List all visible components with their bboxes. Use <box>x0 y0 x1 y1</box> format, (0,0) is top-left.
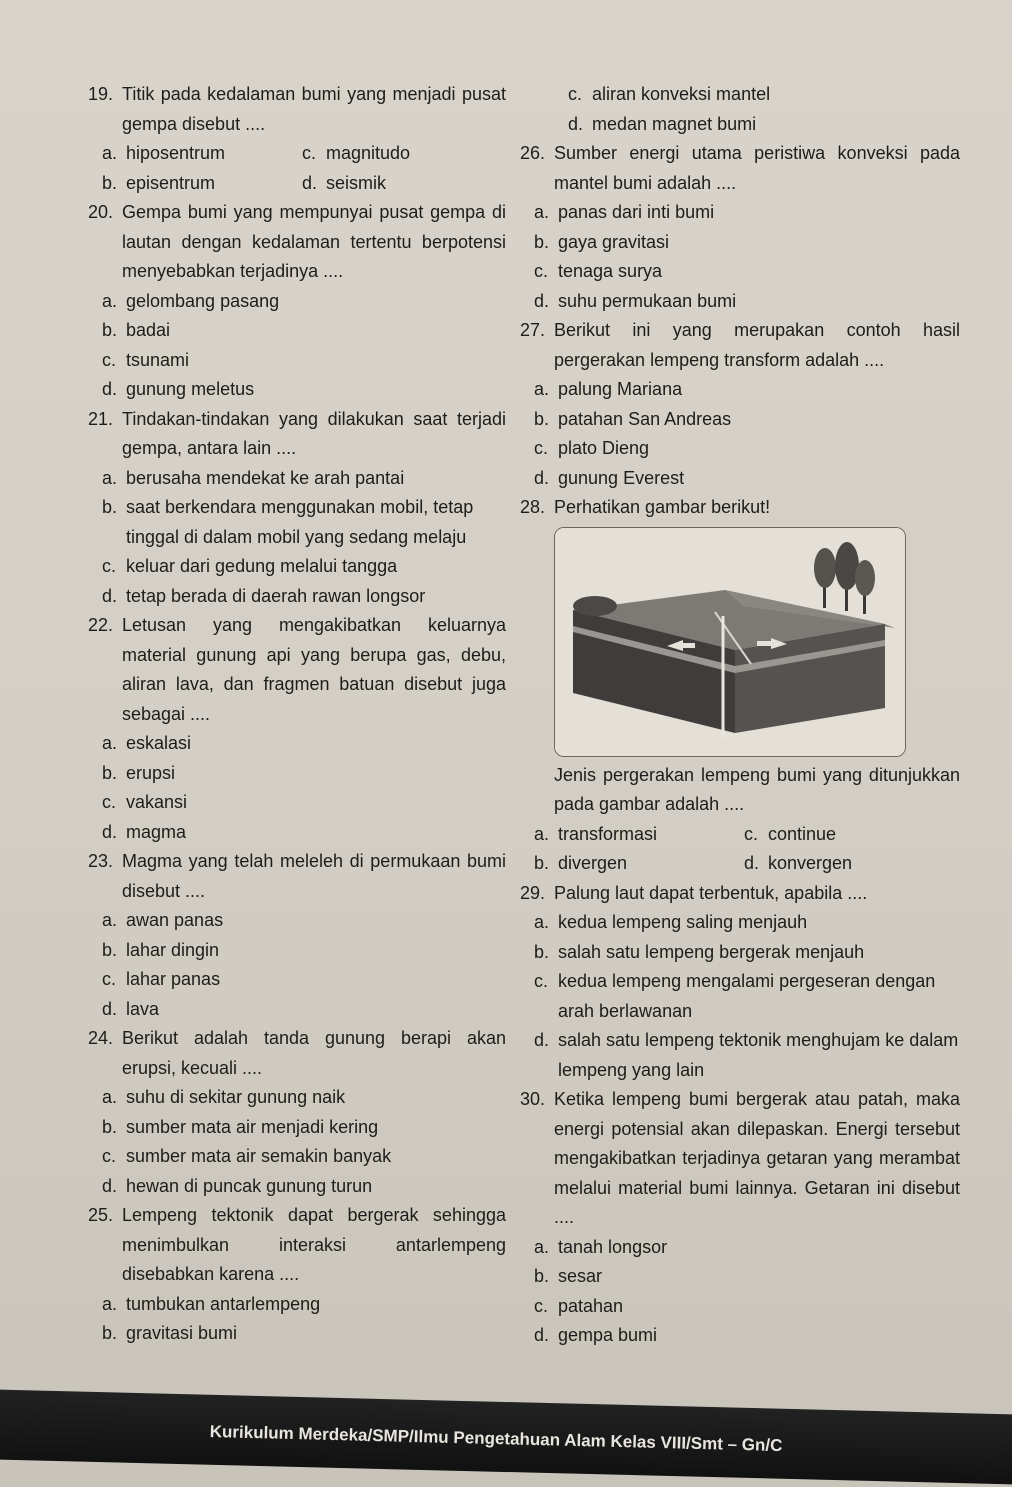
option-letter: d. <box>534 467 550 488</box>
option-letter: a. <box>534 202 550 222</box>
question-text: Magma yang telah meleleh di permukaan bumi disebut .... <box>122 851 506 901</box>
option-letter: b. <box>102 497 118 517</box>
question-25 <box>88 1201 506 1349</box>
answer-option[interactable] <box>520 198 960 228</box>
question-number: 19. <box>88 84 114 104</box>
answer-option[interactable] <box>88 1172 506 1202</box>
answer-option[interactable] <box>88 1113 506 1143</box>
answer-option[interactable] <box>88 582 506 612</box>
answer-option[interactable] <box>520 464 960 494</box>
question-number: 25. <box>88 1205 114 1225</box>
option-text: hewan di puncak gunung turun <box>126 1175 373 1196</box>
option-letter: b. <box>102 939 118 960</box>
answer-option[interactable] <box>520 257 960 287</box>
answer-option[interactable] <box>534 820 744 850</box>
answer-option[interactable] <box>520 908 960 938</box>
question-body <box>88 405 506 464</box>
option-letter: c. <box>534 971 549 991</box>
question-body <box>88 1024 506 1083</box>
option-letter: b. <box>102 762 118 783</box>
option-text: hiposentrum <box>126 143 226 163</box>
answer-option[interactable] <box>88 788 506 818</box>
option-letter: c. <box>102 969 117 989</box>
option-text: sesar <box>558 1266 603 1286</box>
option-text: awan panas <box>126 910 224 930</box>
question-body <box>520 1085 960 1233</box>
answer-option[interactable] <box>520 1026 960 1085</box>
option-letter: d. <box>568 113 584 134</box>
answer-option[interactable] <box>302 169 506 199</box>
answer-option[interactable] <box>88 1319 506 1349</box>
options-list <box>88 139 506 198</box>
option-text: divergen <box>558 853 628 873</box>
answer-option[interactable] <box>88 995 506 1025</box>
options-list <box>520 820 960 879</box>
option-text: tumbukan antarlempeng <box>126 1293 321 1314</box>
option-text: lahar panas <box>126 969 221 989</box>
answer-option[interactable] <box>520 228 960 258</box>
option-text: sumber mata air menjadi kering <box>126 1116 379 1137</box>
question-text: Sumber energi utama peristiwa konveksi pada mantel bumi adalah .... <box>554 143 960 193</box>
answer-option[interactable] <box>744 849 960 879</box>
answer-option[interactable] <box>520 1292 960 1322</box>
option-letter: d. <box>102 379 118 399</box>
answer-option[interactable] <box>102 139 302 169</box>
answer-option[interactable] <box>520 375 960 405</box>
question-text: Berikut adalah tanda gunung berapi akan erupsi, kecuali .... <box>122 1028 506 1078</box>
answer-option[interactable] <box>534 849 744 879</box>
question-body <box>88 80 506 139</box>
option-text: gunung meletus <box>126 379 255 399</box>
option-text: tenaga surya <box>558 261 663 281</box>
question-text: Palung laut dapat terbentuk, apabila .... <box>554 882 868 903</box>
option-letter: a. <box>534 1236 550 1257</box>
option-text: seismik <box>326 172 387 193</box>
option-letter: c. <box>302 143 317 163</box>
option-text: konvergen <box>768 853 853 873</box>
option-letter: a. <box>102 910 118 930</box>
option-text: panas dari inti bumi <box>558 202 715 222</box>
answer-option[interactable] <box>554 80 960 110</box>
question-body <box>520 316 960 375</box>
option-letter: a. <box>102 290 118 311</box>
answer-option[interactable] <box>520 1233 960 1263</box>
question-23 <box>88 847 506 1024</box>
option-letter: c. <box>534 438 549 458</box>
option-letter: d. <box>102 585 118 606</box>
answer-option[interactable] <box>88 759 506 789</box>
question-intro: Perhatikan gambar berikut! <box>554 497 771 517</box>
options-list <box>88 729 506 847</box>
question-30 <box>520 1085 960 1351</box>
answer-option[interactable] <box>302 139 506 169</box>
question-number: 26. <box>520 143 546 163</box>
option-text: patahan <box>558 1295 624 1316</box>
options-list <box>88 1083 506 1201</box>
option-text: lava <box>126 998 160 1019</box>
option-text: gravitasi bumi <box>126 1323 238 1343</box>
option-letter: d. <box>744 853 760 873</box>
answer-option[interactable] <box>88 375 506 405</box>
option-text: magnitudo <box>326 143 411 163</box>
option-text: badai <box>126 320 171 340</box>
answer-option[interactable] <box>88 818 506 848</box>
options-list <box>520 908 960 1085</box>
options-list <box>88 906 506 1024</box>
option-text: salah satu lempeng bergerak menjauh <box>558 941 865 962</box>
answer-option[interactable] <box>88 1142 506 1172</box>
question-26 <box>520 139 960 316</box>
option-text: tanah longsor <box>558 1236 668 1257</box>
option-text: gelombang pasang <box>126 290 280 311</box>
question-number: 30. <box>520 1089 546 1109</box>
question-body <box>88 847 506 906</box>
answer-option[interactable] <box>744 820 960 850</box>
answer-option[interactable] <box>88 464 506 494</box>
answer-option[interactable] <box>520 434 960 464</box>
option-letter: b. <box>102 172 118 193</box>
question-text: Ketika lempeng bumi bergerak atau patah, maka energi potensial akan dilepaskan. Energi tersebut mengakibatkan terjadinya getaran yang merambat melalui material bumi lainnya. Getaran ini disebut .... <box>554 1089 960 1227</box>
question-body <box>88 198 506 287</box>
answer-option[interactable] <box>88 346 506 376</box>
question-body <box>520 879 960 909</box>
options-list <box>520 1233 960 1351</box>
option-letter: a. <box>102 143 118 163</box>
option-text: suhu permukaan bumi <box>558 290 737 311</box>
option-text: tsunami <box>126 349 190 370</box>
option-letter: c. <box>102 556 117 576</box>
option-letter: d. <box>302 172 318 193</box>
option-letter: c. <box>534 1295 549 1316</box>
question-number: 24. <box>88 1028 114 1048</box>
option-letter: d. <box>534 1030 550 1050</box>
question-22 <box>88 611 506 847</box>
answer-option[interactable] <box>520 287 960 317</box>
option-text: salah satu lempeng tektonik menghujam ke dalam lempeng yang lain <box>558 1030 959 1080</box>
answer-option[interactable] <box>520 1321 960 1351</box>
option-letter: d. <box>534 290 550 311</box>
option-letter: d. <box>534 1325 550 1345</box>
question-text: Jenis pergerakan lempeng bumi yang ditunjukkan pada gambar adalah .... <box>554 764 960 814</box>
question-text: Tindakan-tindakan yang dilakukan saat terjadi gempa, antara lain .... <box>122 408 506 458</box>
question-body <box>520 493 960 523</box>
answer-option[interactable] <box>520 405 960 435</box>
question-text: Gempa bumi yang mempunyai pusat gempa di lautan dengan kedalaman tertentu berpotensi menyebabkan terjadinya .... <box>122 202 506 281</box>
options-list <box>88 1290 506 1349</box>
answer-option[interactable] <box>88 1290 506 1320</box>
figure-frame <box>554 527 906 757</box>
option-text: medan magnet bumi <box>592 113 757 134</box>
option-letter: a. <box>102 467 118 488</box>
option-text: transformasi <box>558 823 658 844</box>
option-letter: b. <box>102 1323 118 1343</box>
answer-option[interactable] <box>88 906 506 936</box>
question-27 <box>520 316 960 493</box>
question-20 <box>88 198 506 405</box>
question-number: 27. <box>520 320 546 340</box>
transform-fault-figure <box>554 527 960 757</box>
option-letter: a. <box>102 1293 118 1314</box>
answer-option[interactable] <box>520 1262 960 1292</box>
option-text: tetap berada di daerah rawan longsor <box>126 585 426 606</box>
question-text: Letusan yang mengakibatkan keluarnya material gunung api yang berupa gas, debu, aliran lava, dan fragmen batuan disebut juga sebagai .... <box>122 615 506 724</box>
answer-option[interactable] <box>88 936 506 966</box>
option-letter: b. <box>534 853 550 873</box>
option-letter: d. <box>102 821 118 842</box>
option-letter: b. <box>102 320 118 340</box>
answer-option[interactable] <box>520 967 960 1026</box>
tree-icon <box>814 548 836 588</box>
question-number: 22. <box>88 615 114 635</box>
option-letter: c. <box>534 261 549 281</box>
option-text: aliran konveksi mantel <box>592 84 771 104</box>
option-letter: a. <box>534 379 550 399</box>
question-24 <box>88 1024 506 1201</box>
options-list <box>520 375 960 493</box>
option-letter: c. <box>102 792 117 812</box>
answer-option[interactable] <box>520 938 960 968</box>
option-text: kedua lempeng mengalami pergeseran dengan arah berlawanan <box>558 971 936 1021</box>
option-text: episentrum <box>126 172 216 193</box>
tree-icon <box>855 560 875 596</box>
right-column <box>520 80 960 1351</box>
left-column <box>88 80 506 1349</box>
question-text: Titik pada kedalaman bumi yang menjadi pusat gempa disebut .... <box>122 84 506 134</box>
question-28 <box>520 493 960 879</box>
option-letter: a. <box>102 1087 118 1107</box>
question-number: 29. <box>520 882 546 903</box>
question-19 <box>88 80 506 198</box>
option-letter: b. <box>102 1116 118 1137</box>
option-text: saat berkendara menggunakan mobil, tetap tinggal di dalam mobil yang sedang melaju <box>126 497 474 547</box>
option-text: lahar dingin <box>126 939 220 960</box>
option-letter: a. <box>534 823 550 844</box>
option-letter: c. <box>744 823 759 844</box>
option-letter: a. <box>534 912 550 932</box>
option-letter: d. <box>102 998 118 1019</box>
option-letter: b. <box>534 408 550 429</box>
answer-option[interactable] <box>102 169 302 199</box>
answer-option[interactable] <box>88 493 506 552</box>
option-letter: a. <box>102 733 118 753</box>
option-text: erupsi <box>126 762 176 783</box>
option-text: gaya gravitasi <box>558 231 670 252</box>
option-text: magma <box>126 821 187 842</box>
option-text: sumber mata air semakin banyak <box>126 1146 392 1166</box>
options-list <box>520 198 960 316</box>
option-text: palung Mariana <box>558 379 683 399</box>
question-number: 21. <box>88 408 114 429</box>
option-letter: c. <box>568 84 583 104</box>
question-number: 28. <box>520 497 546 517</box>
option-text: keluar dari gedung melalui tangga <box>126 556 398 576</box>
option-text: eskalasi <box>126 733 192 753</box>
options-list <box>88 287 506 405</box>
question-21 <box>88 405 506 612</box>
question-body <box>88 611 506 729</box>
footer-text: Kurikulum Merdeka/SMP/Ilmu Pengetahuan Alam Kelas VIII/Smt – Gn/C <box>209 1422 783 1455</box>
answer-option[interactable] <box>88 287 506 317</box>
option-text: gempa bumi <box>558 1325 658 1345</box>
question-text: Berikut ini yang merupakan contoh hasil pergerakan lempeng transform adalah .... <box>554 320 960 370</box>
option-text: continue <box>768 823 837 844</box>
options-list <box>88 464 506 612</box>
option-text: gunung Everest <box>558 467 685 488</box>
answer-option[interactable] <box>88 552 506 582</box>
option-letter: b. <box>534 941 550 962</box>
question-body <box>520 139 960 198</box>
option-letter: d. <box>102 1175 118 1196</box>
option-text: plato Dieng <box>558 438 650 458</box>
option-letter: c. <box>102 349 117 370</box>
option-text: suhu di sekitar gunung naik <box>126 1087 346 1107</box>
option-text: berusaha mendekat ke arah pantai <box>126 467 405 488</box>
option-text: vakansi <box>126 792 188 812</box>
option-letter: b. <box>534 231 550 252</box>
question-29 <box>520 879 960 1086</box>
tree-icon <box>573 596 617 616</box>
option-text: kedua lempeng saling menjauh <box>558 912 808 932</box>
option-letter: b. <box>534 1266 550 1286</box>
question-body <box>88 1201 506 1290</box>
q25-continued-options <box>520 80 960 139</box>
answer-option[interactable] <box>554 110 960 140</box>
question-number: 23. <box>88 851 114 871</box>
option-text: patahan San Andreas <box>558 408 732 429</box>
plate-diagram <box>555 528 905 756</box>
answer-option[interactable] <box>88 316 506 346</box>
answer-option[interactable] <box>88 965 506 995</box>
question-number: 20. <box>88 202 114 222</box>
question-text: Lempeng tektonik dapat bergerak sehingga menimbulkan interaksi antarlempeng disebabkan karena .... <box>122 1205 506 1284</box>
answer-option[interactable] <box>88 1083 506 1113</box>
answer-option[interactable] <box>88 729 506 759</box>
option-letter: c. <box>102 1146 117 1166</box>
